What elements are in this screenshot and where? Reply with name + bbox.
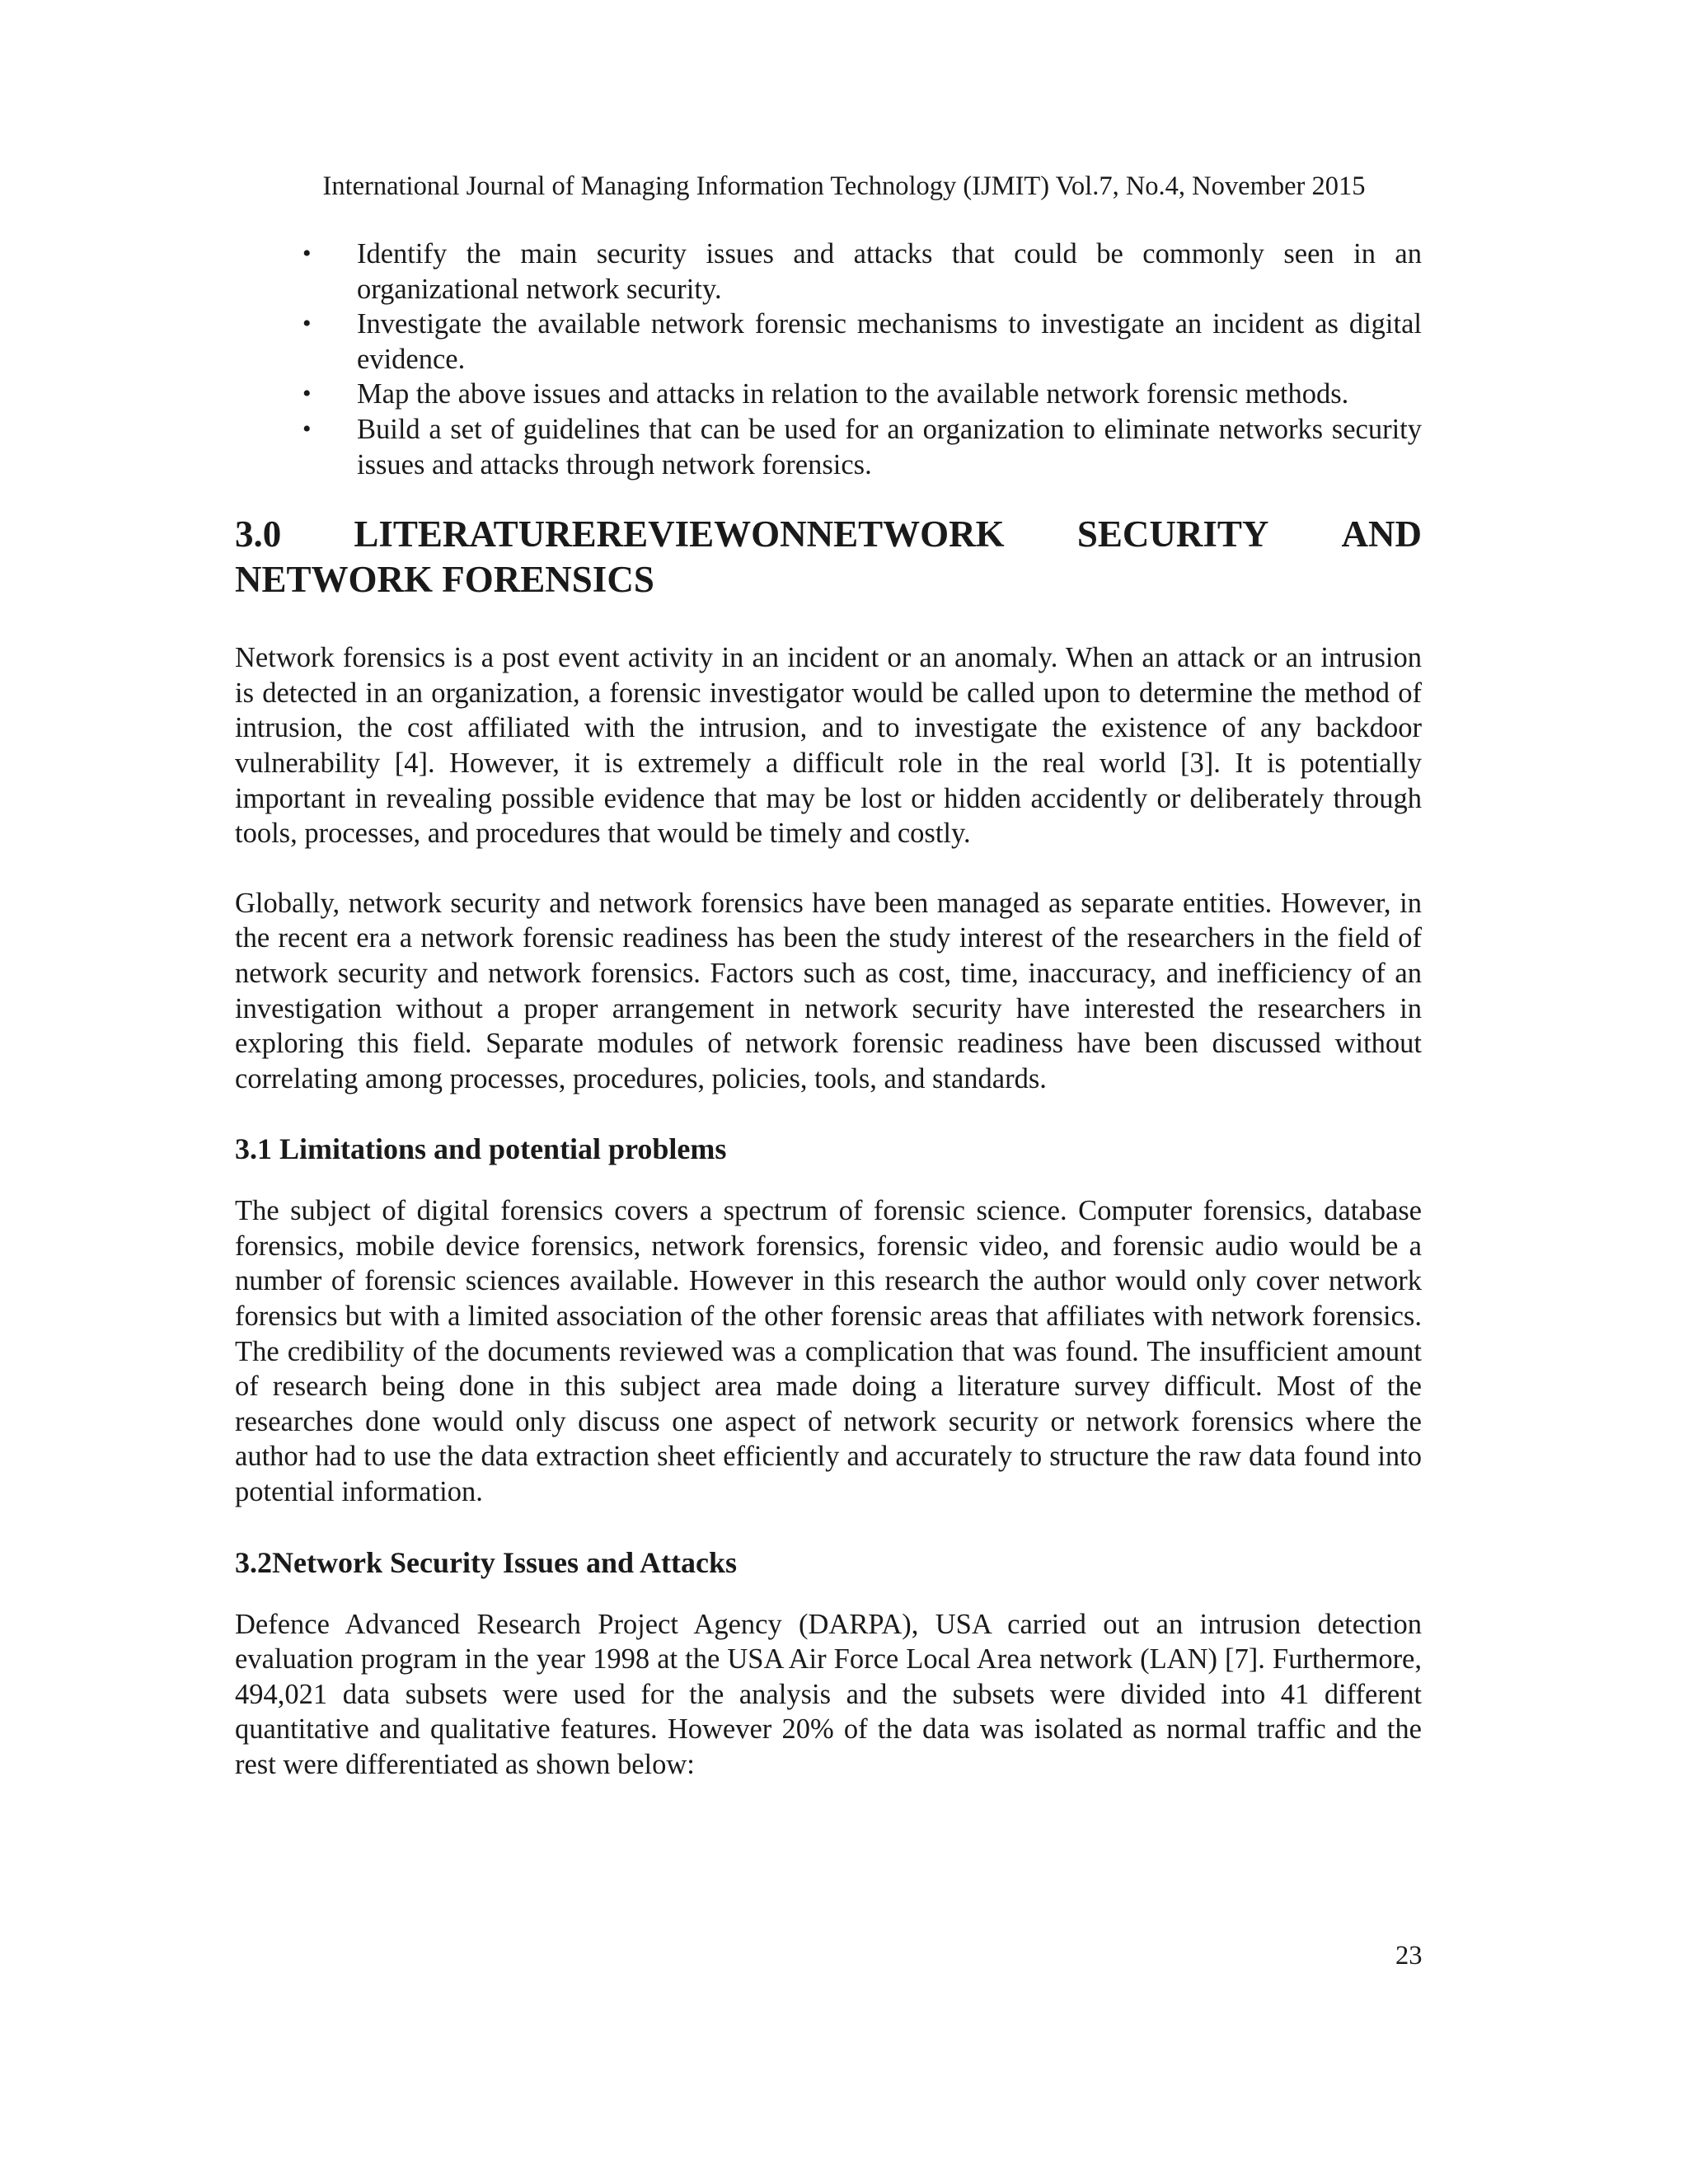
list-item-text: Map the above issues and attacks in relation to the available network forensic methods. (357, 378, 1349, 410)
list-item (302, 377, 1422, 412)
paragraph: Network forensics is a post event activity in an incident or an anomaly. When an attack or an intrusion is detected in an organization, a forensic investigator would be called upon to determine the method of intrusion, the cost affiliated with the intrusion, and to investigate the existence of any backdoor vulnerability [4]. However, it is extremely a difficult role in the real world [3]. It is potentially important in revealing possible evidence that may be lost or hidden accidently or deliberately through tools, processes, and procedures that would be timely and costly. (235, 642, 1422, 850)
bullet-icon: • (302, 310, 312, 338)
list-item (302, 412, 1422, 482)
bullet-icon: • (302, 240, 312, 267)
bullet-icon: • (302, 380, 312, 408)
list-item (302, 237, 1422, 307)
heading-word: SECURITY (1076, 513, 1269, 555)
heading-word: LITERATUREREVIEWONNETWORK (354, 513, 1005, 555)
list-item-text: Build a set of guidelines that can be used for an organization to eliminate networks security issues and attacks through network forensics. (357, 413, 1422, 480)
section-3-heading-line2: NETWORK FORENSICS (235, 559, 654, 601)
objectives-list (235, 237, 1422, 482)
section-3-2-heading: 3.2Network Security Issues and Attacks (235, 1545, 738, 1579)
journal-header: International Journal of Managing Information Technology (IJMIT) Vol.7, No.4, November 2015 (322, 171, 1366, 201)
page-content (235, 237, 1422, 1817)
section-3-heading-line1 (235, 512, 1422, 557)
section-3-1-heading: 3.1 Limitations and potential problems (235, 1132, 727, 1166)
page-number: 23 (1395, 1941, 1423, 1971)
section-number: 3.0 (235, 513, 282, 555)
list-item (302, 307, 1422, 377)
paragraph: The subject of digital forensics covers a spectrum of forensic science. Computer forensics, database forensics, mobile device forensics, network forensics, forensic video, and forensic audio would be a number of forensic sciences available. However in this research the author would only cover network forensics but with a limited association of the other forensic areas that affiliates with network forensics. The credibility of the documents reviewed was a complication that was found. The insufficient amount of research being done in this subject area made doing a literature survey difficult. Most of the researches done would only discuss one aspect of network security or network forensics where the author had to use the data extraction sheet efficiently and accurately to structure the raw data found into potential information. (235, 1195, 1422, 1508)
bullet-icon: • (302, 415, 312, 443)
paragraph: Defence Advanced Research Project Agency (DARPA), USA carried out an intrusion detection evaluation program in the year 1998 at the USA Air Force Local Area network (LAN) [7]. Furthermore, 494,021 data subsets were used for the analysis and the subsets were divided into 41 different quantitative and qualitative features. However 20% of the data was isolated as normal traffic and the rest were differentiated as shown below: (235, 1608, 1422, 1780)
heading-word: AND (1341, 513, 1422, 555)
section-3-heading (235, 512, 1422, 602)
paragraph: Globally, network security and network forensics have been managed as separate entities. However, in the recent era a network forensic readiness has been the study interest of the researchers in the field of network security and network forensics. Factors such as cost, time, inaccuracy, and inefficiency of an investigation without a proper arrangement in network security have interested the researchers in exploring this field. Separate modules of network forensic readiness have been discussed without correlating among processes, procedures, policies, tools, and standards. (235, 887, 1422, 1094)
list-item-text: Investigate the available network forensic mechanisms to investigate an incident as digital evidence. (357, 308, 1422, 375)
list-item-text: Identify the main security issues and attacks that could be commonly seen in an organizational network security. (357, 238, 1422, 305)
